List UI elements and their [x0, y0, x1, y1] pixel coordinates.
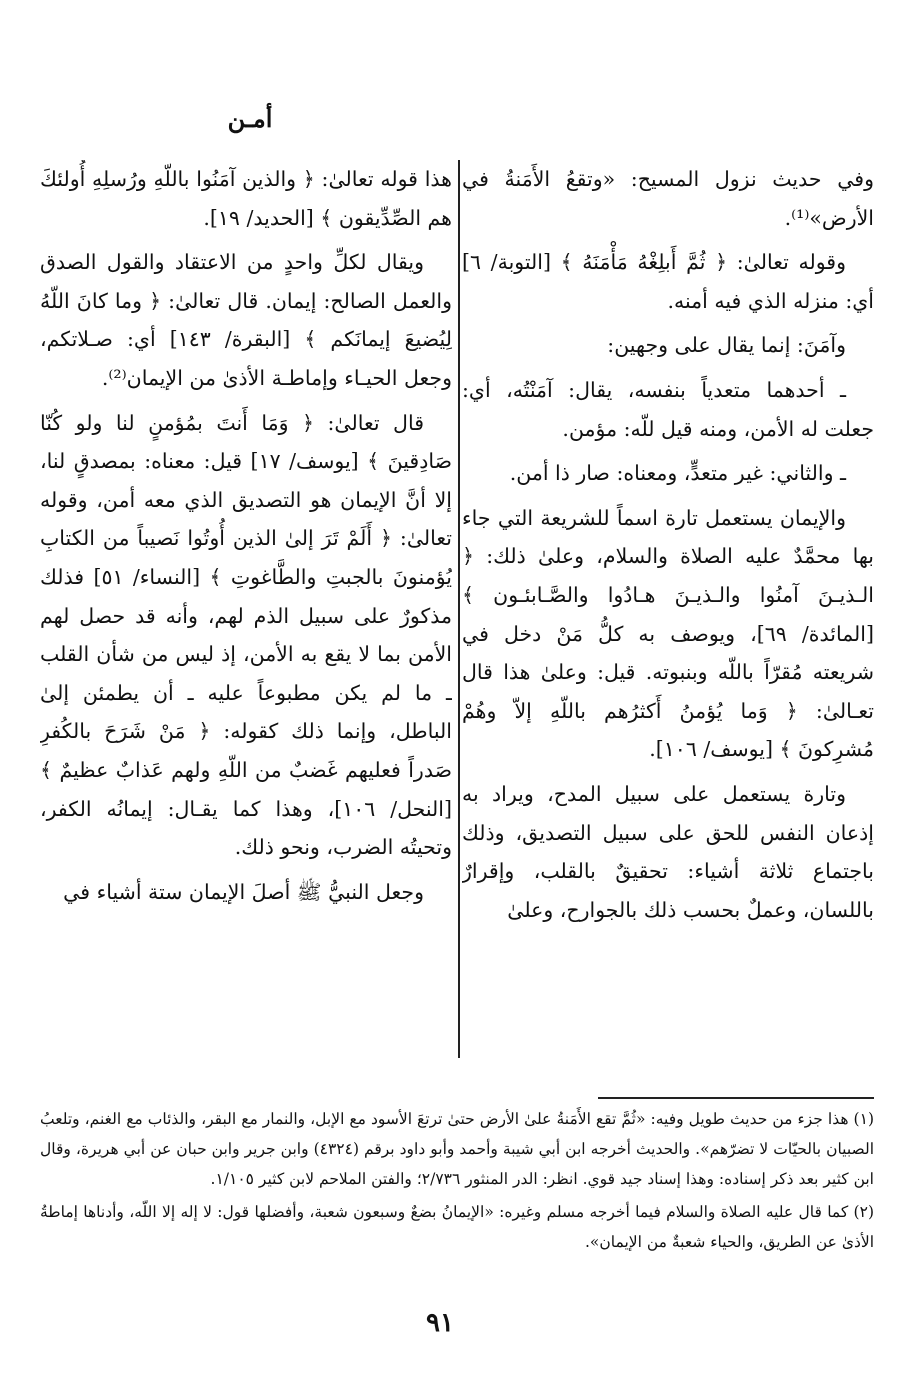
paragraph: قال تعالىٰ: ﴿ وَمَا أَنتَ بمُؤمنٍ لنا ولو كُنّا صَادِقينَ ﴾ [يوسف/ ١٧] قيل: معناه: بمصدقٍ لنا، إلا أنَّ الإيمان هو التصديق الذي معه أمن، وقوله تعالىٰ: ﴿ أَلَمْ تَرَ إلىٰ الذين أُوتُوا نَصيباً من الكتابِ يُؤمنونَ بالجبتِ والطَّاغوتِ ﴾ [النساء/ ٥١] فذلك مذكورٌ على سبيل الذم لهم، وأنه قد حصل لهم الأمن بما لا يقع به الأمن، إذ ليس من شأن القلب ـ ما لم يكن مطبوعاً عليه ـ أن يطمئن إلىٰ الباطل، وإنما ذلك كقوله: ﴿ مَنْ شَرَحَ بالكُفرِ صَدراً فعليهم غَضبٌ من اللّهِ ولهم عَذابٌ عظيمٌ ﴾ [النحل/ ١٠٦]، وهذا كما يقـال: إيمانُه الكفر، وتحيتُه الضرب، ونحو ذلك.: [40, 410, 452, 860]
left-column: [40, 160, 452, 1060]
paragraph: وفي حديث نزول المسيح: «وتقعُ الأَمَنةُ في الأرض»⁽¹⁾.: [462, 167, 874, 230]
page-number: ٩١: [426, 1308, 454, 1338]
paragraph: ـ والثاني: غير متعدٍّ، ومعناه: صار ذا أمن.: [509, 461, 846, 486]
paragraph: والإيمان يستعمل تارة اسماً للشريعة التي جاء بها محمَّدٌ عليه الصلاة والسلام، وعلىٰ ذلك: ﴿ الـذيـنَ آمنُوا والـذيـنَ هـادُوا والصَّـابئـون ﴾ [المائدة/ ٦٩]، ويوصف به كلُّ مَنْ دخل في شريعته مُقرّاً باللّه وبنبوته. قيل: وعلىٰ هذا قال تعـالىٰ: ﴿ وَما يُؤمنُ أَكثرُهم باللّهِ إلاّ وهُمْ مُشرِكونَ ﴾ [يوسف/ ١٠٦].: [462, 505, 874, 762]
entry-header: أمـن: [227, 104, 273, 133]
footnotes: [40, 1104, 874, 1292]
footnote: (٢) كما قال عليه الصلاة والسلام فيما أخرجه مسلم وغيره: «الإيمانُ بضعٌ وسبعون شعبة، وأفضلها قول: لا إله إلا اللّه، وأدناها إماطةُ الأذىٰ عن الطريق، والحياء شعبةٌ من الإيمان».: [40, 1203, 874, 1251]
paragraph: وقوله تعالىٰ: ﴿ ثُمَّ أَبلِغْهُ مَأْمَنَهُ ﴾ [التوبة/ ٦] أي: منزله الذي فيه أمنه.: [462, 250, 874, 313]
paragraph: وتارة يستعمل على سبيل المدح، ويراد به إذعان النفس للحق على سبيل التصديق، وذلك باجتماع ثلاثة أشياء: تحقيقٌ بالقلب، وإقرارٌ باللسان، وعملٌ بحسب ذلك بالجوارح، وعلىٰ: [462, 781, 874, 922]
column-divider: [458, 160, 460, 1058]
paragraph: وآمَنَ: إنما يقال على وجهين:: [607, 333, 846, 358]
paragraph: هذا قوله تعالىٰ: ﴿ والذين آمَنُوا باللّهِ ورُسلِهِ أُولئكَ هم الصِّدِّيقون ﴾ [الحديد/ ١٩].: [40, 167, 452, 230]
paragraph: ويقال لكلِّ واحدٍ من الاعتقاد والقول الصدق والعمل الصالح: إيمان. قال تعالىٰ: ﴿ وما كانَ اللّهُ لِيُضيعَ إيمانَكم ﴾ [البقرة/ ١٤٣] أي: صـلاتكم، وجعل الحيـاء وإماطـة الأذىٰ من الإيمان⁽²⁾.: [40, 250, 452, 390]
paragraph: وجعل النبيُّ ﷺ أصلَ الإيمان ستة أشياء في: [63, 879, 424, 904]
footnote-divider: [598, 1097, 874, 1099]
paragraph: ـ أحدهما متعدياً بنفسه، يقال: آمَنْتُه، أي: جعلت له الأمن، ومنه قيل للّه: مؤمن.: [462, 377, 874, 441]
footnote: (١) هذا جزء من حديث طويل وفيه: «ثُمَّ تقع الأَمَنةُ علىٰ الأرض حتىٰ ترتعَ الأسود مع الإبل، والنمار مع البقر، والذئاب مع الغنم، وتلعبُ الصبيان بالحيّات لا تضرّهم». والحديث أخرجه ابن أبي شيبة وأحمد وأبو داود برقم (٤٣٢٤) وابن جرير وابن حبان عن أبي هريرة، وقال ابن كثير بعد ذكر إسناده: وهذا إسناد جيد قوي. انظر: الدر المنثور ٢/٧٣٦؛ والفتن الملاحم لابن كثير ١/١٠٥.: [40, 1110, 874, 1188]
right-column: [462, 160, 874, 1060]
